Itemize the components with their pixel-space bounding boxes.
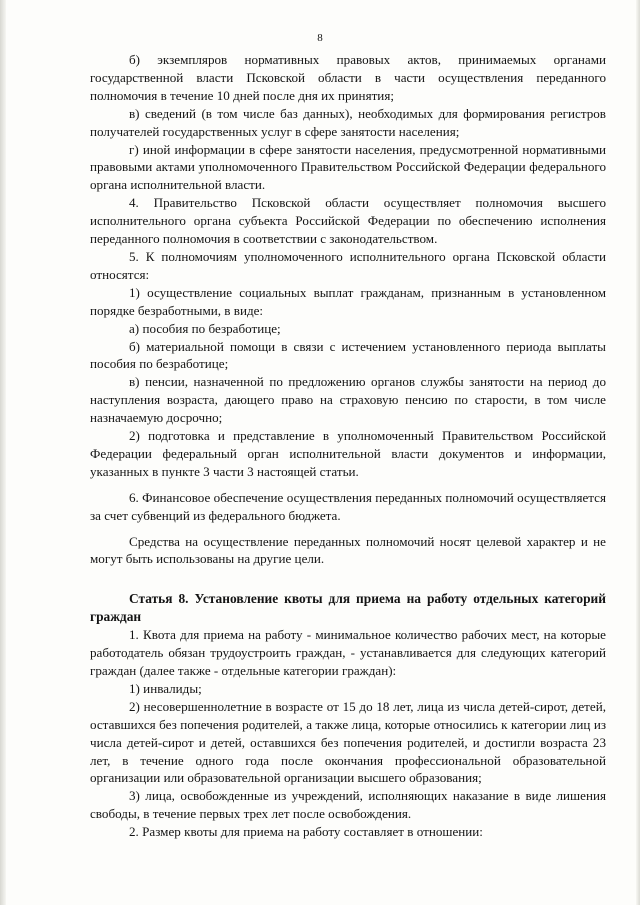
paragraph-item-a-benefit: а) пособия по безработице; (129, 320, 281, 336)
paragraph-quota-definition: 1. Квота для приема на работу - минимальное количество рабочих мест, на которые работодатель обязан трудоустроить граждан, - устанавливается для следующих категорий граждан (далее также - отдельные категории граждан): (90, 627, 606, 678)
paragraph-clause-6: 6. Финансовое обеспечение осуществления переданных полномочий осуществляется за счет субвенций из федерального бюджета. (90, 489, 606, 523)
paragraph-subclause-2-reporting: 2) подготовка и представление в уполномоченный Правительством Российской Федерации федеральный орган исполнительной власти документов и информации, указанных в пункте 3 части 3 настоящей статьи. (90, 428, 606, 479)
paragraph-funds-purpose: Средства на осуществление переданных полномочий носят целевой характер и не могут быть использованы на другие цели. (90, 533, 606, 567)
scan-edge-right (636, 0, 640, 905)
paragraph-clause-4: 4. Правительство Псковской области осуществляет полномочия высшего исполнительного органа субъекта Российской Федерации по обеспечению исполнения переданного полномочия в соответствии с законодательством. (90, 195, 606, 247)
paragraph-category-disabled: 1) инвалиды; (129, 680, 202, 696)
paragraph-category-released-prisoners: 3) лица, освобожденные из учреждений, исполняющих наказание в виде лишения свободы, в течение первых трех лет после освобождения. (90, 788, 606, 822)
paragraph-item-g-other-info: г) иной информации в сфере занятости населения, предусмотренной нормативными правовыми актами уполномоченного Правительством Российской Федерации федерального органа исполнительной власти. (90, 141, 606, 193)
page-number: 8 (317, 32, 323, 44)
document-body (90, 51, 606, 841)
spacer (90, 568, 606, 590)
paragraph-clause-5: 5. К полномочиям уполномоченного исполнительного органа Псковской области относятся: (90, 248, 606, 282)
article-heading: Статья 8. Установление квоты для приема на работу отдельных категорий граждан (90, 591, 606, 625)
spacer (90, 525, 606, 533)
paragraph-subclause-1-social-payments: 1) осуществление социальных выплат гражданам, признанным в установленном порядке безработными, в виде: (90, 284, 606, 318)
paragraph-item-v-pension: в) пенсии, назначенной по предложению органов службы занятости на период до наступления возраста, дающего право на страховую пенсию по старости, в том числе назначаемую досрочно; (90, 374, 606, 426)
paragraph-quota-size: 2. Размер квоты для приема на работу составляет в отношении: (129, 824, 483, 840)
paragraph-item-b-material-aid: б) материальной помощи в связи с истечением установленного периода выплаты пособия по безработице; (90, 338, 606, 372)
paragraph-item-b-copies: б) экземпляров нормативных правовых актов, принимаемых органами государственной власти Псковской области в части осуществления переданного полномочия в течение 10 дней после дня их принятия; (90, 52, 606, 103)
scan-edge-left (0, 0, 6, 905)
spacer (90, 481, 606, 489)
paragraph-item-v-registries: в) сведений (в том числе баз данных), необходимых для формирования регистров получателей государственных услуг в сфере занятости населения; (90, 105, 606, 139)
paragraph-category-minors-orphans: 2) несовершеннолетние в возрасте от 15 до 18 лет, лица из числа детей-сирот, детей, оставшихся без попечения родителей, а также лица, которые относились к категории лиц из числа детей-сирот и детей, оставшихся без попечения родителей, и достигли возраста 23 лет, в течение одного года после окончания профессиональной образовательной организации или образовательной организации высшего образования; (90, 698, 606, 786)
